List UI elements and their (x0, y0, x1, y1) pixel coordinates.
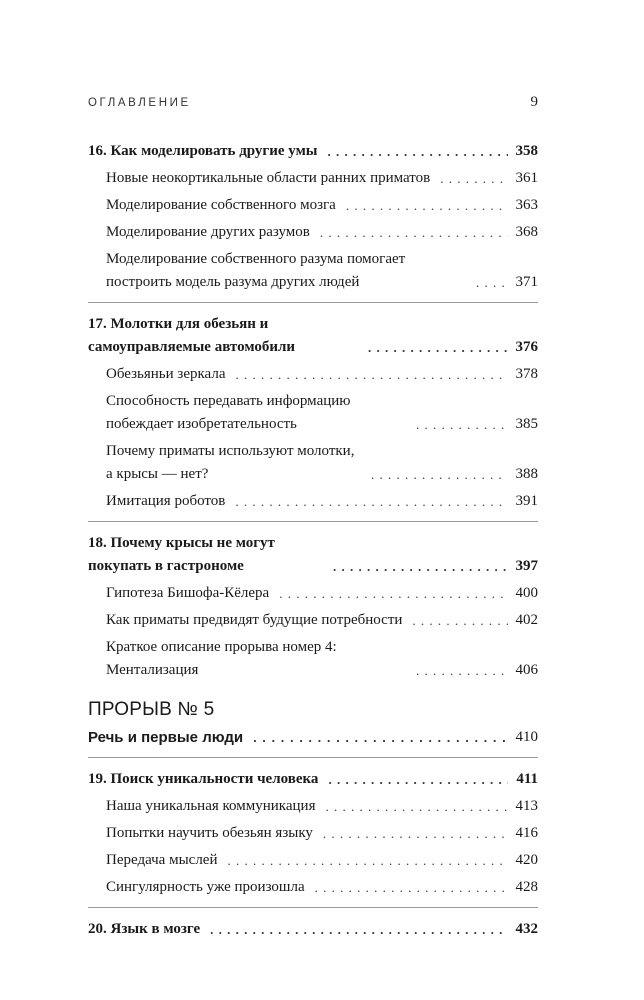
divider (88, 302, 538, 303)
toc-page-number: 368 (515, 224, 538, 240)
dot-leader (225, 490, 508, 513)
toc-section-title: Передача мыслей (106, 852, 218, 868)
toc-section[interactable] (88, 390, 538, 436)
toc-page-number: 361 (515, 170, 538, 186)
dot-leader (226, 363, 509, 386)
divider (88, 521, 538, 522)
toc-section[interactable] (88, 248, 538, 294)
toc-page-number: 411 (516, 771, 538, 787)
toc-page-number: 432 (515, 921, 538, 937)
toc-page-number: 428 (515, 879, 538, 895)
toc-section-title: Сингулярность уже произошла (106, 879, 305, 895)
dot-leader (315, 795, 508, 818)
toc-page-number: 363 (515, 197, 538, 213)
toc-page-number: 358 (515, 143, 538, 159)
divider (88, 907, 538, 908)
toc-chapter-17[interactable] (88, 313, 538, 359)
toc-section-title: Способность передавать информацию побеждает изобретательность (106, 393, 351, 432)
divider (88, 757, 538, 758)
toc-page-number: 410 (515, 729, 538, 745)
toc-chapter-19[interactable] (88, 768, 538, 791)
dot-leader (310, 221, 508, 244)
toc-page-number: 402 (515, 612, 538, 628)
dot-leader (466, 271, 508, 294)
toc-page-number: 400 (515, 585, 538, 601)
toc-page-number: 420 (515, 852, 538, 868)
toc-chapter-title: 19. Поиск уникальности человека (88, 771, 319, 787)
toc-section[interactable] (88, 221, 538, 244)
running-head: ОГЛАВЛЕНИЕ (88, 97, 191, 109)
toc-section[interactable] (88, 582, 538, 605)
toc-section-title: Как приматы предвидят будущие потребности (106, 612, 403, 628)
toc-section[interactable] (88, 440, 538, 486)
toc-section[interactable] (88, 167, 538, 190)
dot-leader (243, 726, 508, 749)
toc-page-number: 413 (515, 798, 538, 814)
toc-page-number: 378 (515, 366, 538, 382)
dot-leader (336, 194, 508, 217)
dot-leader (406, 413, 508, 436)
toc-chapter-title: 20. Язык в мозге (88, 921, 201, 937)
toc-section-title: Краткое описание прорыва номер 4: Ментализация (106, 639, 337, 678)
dot-leader (323, 555, 508, 578)
toc-chapter-18[interactable] (88, 532, 538, 578)
toc-page-number: 397 (515, 558, 538, 574)
dot-leader (318, 768, 508, 791)
toc-page-number: 406 (515, 662, 538, 678)
toc-chapter-16[interactable] (88, 140, 538, 163)
toc-page-number: 416 (515, 825, 538, 841)
dot-leader (200, 918, 508, 941)
toc-section[interactable] (88, 849, 538, 872)
toc-section-title: Моделирование собственного мозга (106, 197, 336, 213)
dot-leader (406, 659, 508, 682)
toc-section-title: Почему приматы используют молотки, а крысы — нет? (106, 443, 355, 482)
table-of-contents (88, 140, 538, 941)
toc-section-title: Имитация роботов (106, 493, 226, 509)
toc-page-number: 388 (515, 466, 538, 482)
page-number: 9 (530, 94, 538, 110)
toc-section[interactable] (88, 609, 538, 632)
toc-section[interactable] (88, 822, 538, 845)
toc-section-title: Новые неокортикальные области ранних приматов (106, 170, 431, 186)
toc-section[interactable] (88, 876, 538, 899)
toc-page-number: 376 (515, 339, 538, 355)
toc-section-title: Моделирование других разумов (106, 224, 310, 240)
toc-section[interactable] (88, 363, 538, 386)
toc-section[interactable] (88, 795, 538, 818)
toc-part-title: Речь и первые люди (88, 729, 244, 746)
toc-section[interactable] (88, 490, 538, 513)
toc-section[interactable] (88, 636, 538, 682)
toc-section-title: Наша уникальная коммуникация (106, 798, 316, 814)
toc-chapter-title: 17. Молотки для обезьян и самоуправляемые автомобили (88, 316, 296, 355)
dot-leader (305, 876, 508, 899)
toc-section[interactable] (88, 194, 538, 217)
toc-section-title: Гипотеза Бишофа-Кёлера (106, 585, 270, 601)
toc-chapter-20[interactable] (88, 918, 538, 941)
toc-page-number: 391 (515, 493, 538, 509)
toc-chapter-title: 18. Почему крысы не могут покупать в гастрономе (88, 535, 275, 574)
dot-leader (430, 167, 508, 190)
dot-leader (358, 336, 508, 359)
dot-leader (361, 463, 508, 486)
toc-section-title: Попытки научить обезьян языку (106, 825, 313, 841)
dot-leader (269, 582, 508, 605)
dot-leader (402, 609, 508, 632)
dot-leader (313, 822, 508, 845)
toc-page-number: 385 (515, 416, 538, 432)
toc-section-title: Обезьяньи зеркала (106, 366, 226, 382)
toc-part-5[interactable] (88, 726, 538, 749)
dot-leader (318, 140, 508, 163)
toc-page-number: 371 (515, 274, 538, 290)
part-label: ПРОРЫВ № 5 (88, 699, 215, 720)
toc-chapter-title: 16. Как моделировать другие умы (88, 143, 318, 159)
toc-section-title: Моделирование собственного разума помогает построить модель разума других людей (106, 251, 406, 290)
page-header (88, 94, 538, 111)
dot-leader (218, 849, 509, 872)
